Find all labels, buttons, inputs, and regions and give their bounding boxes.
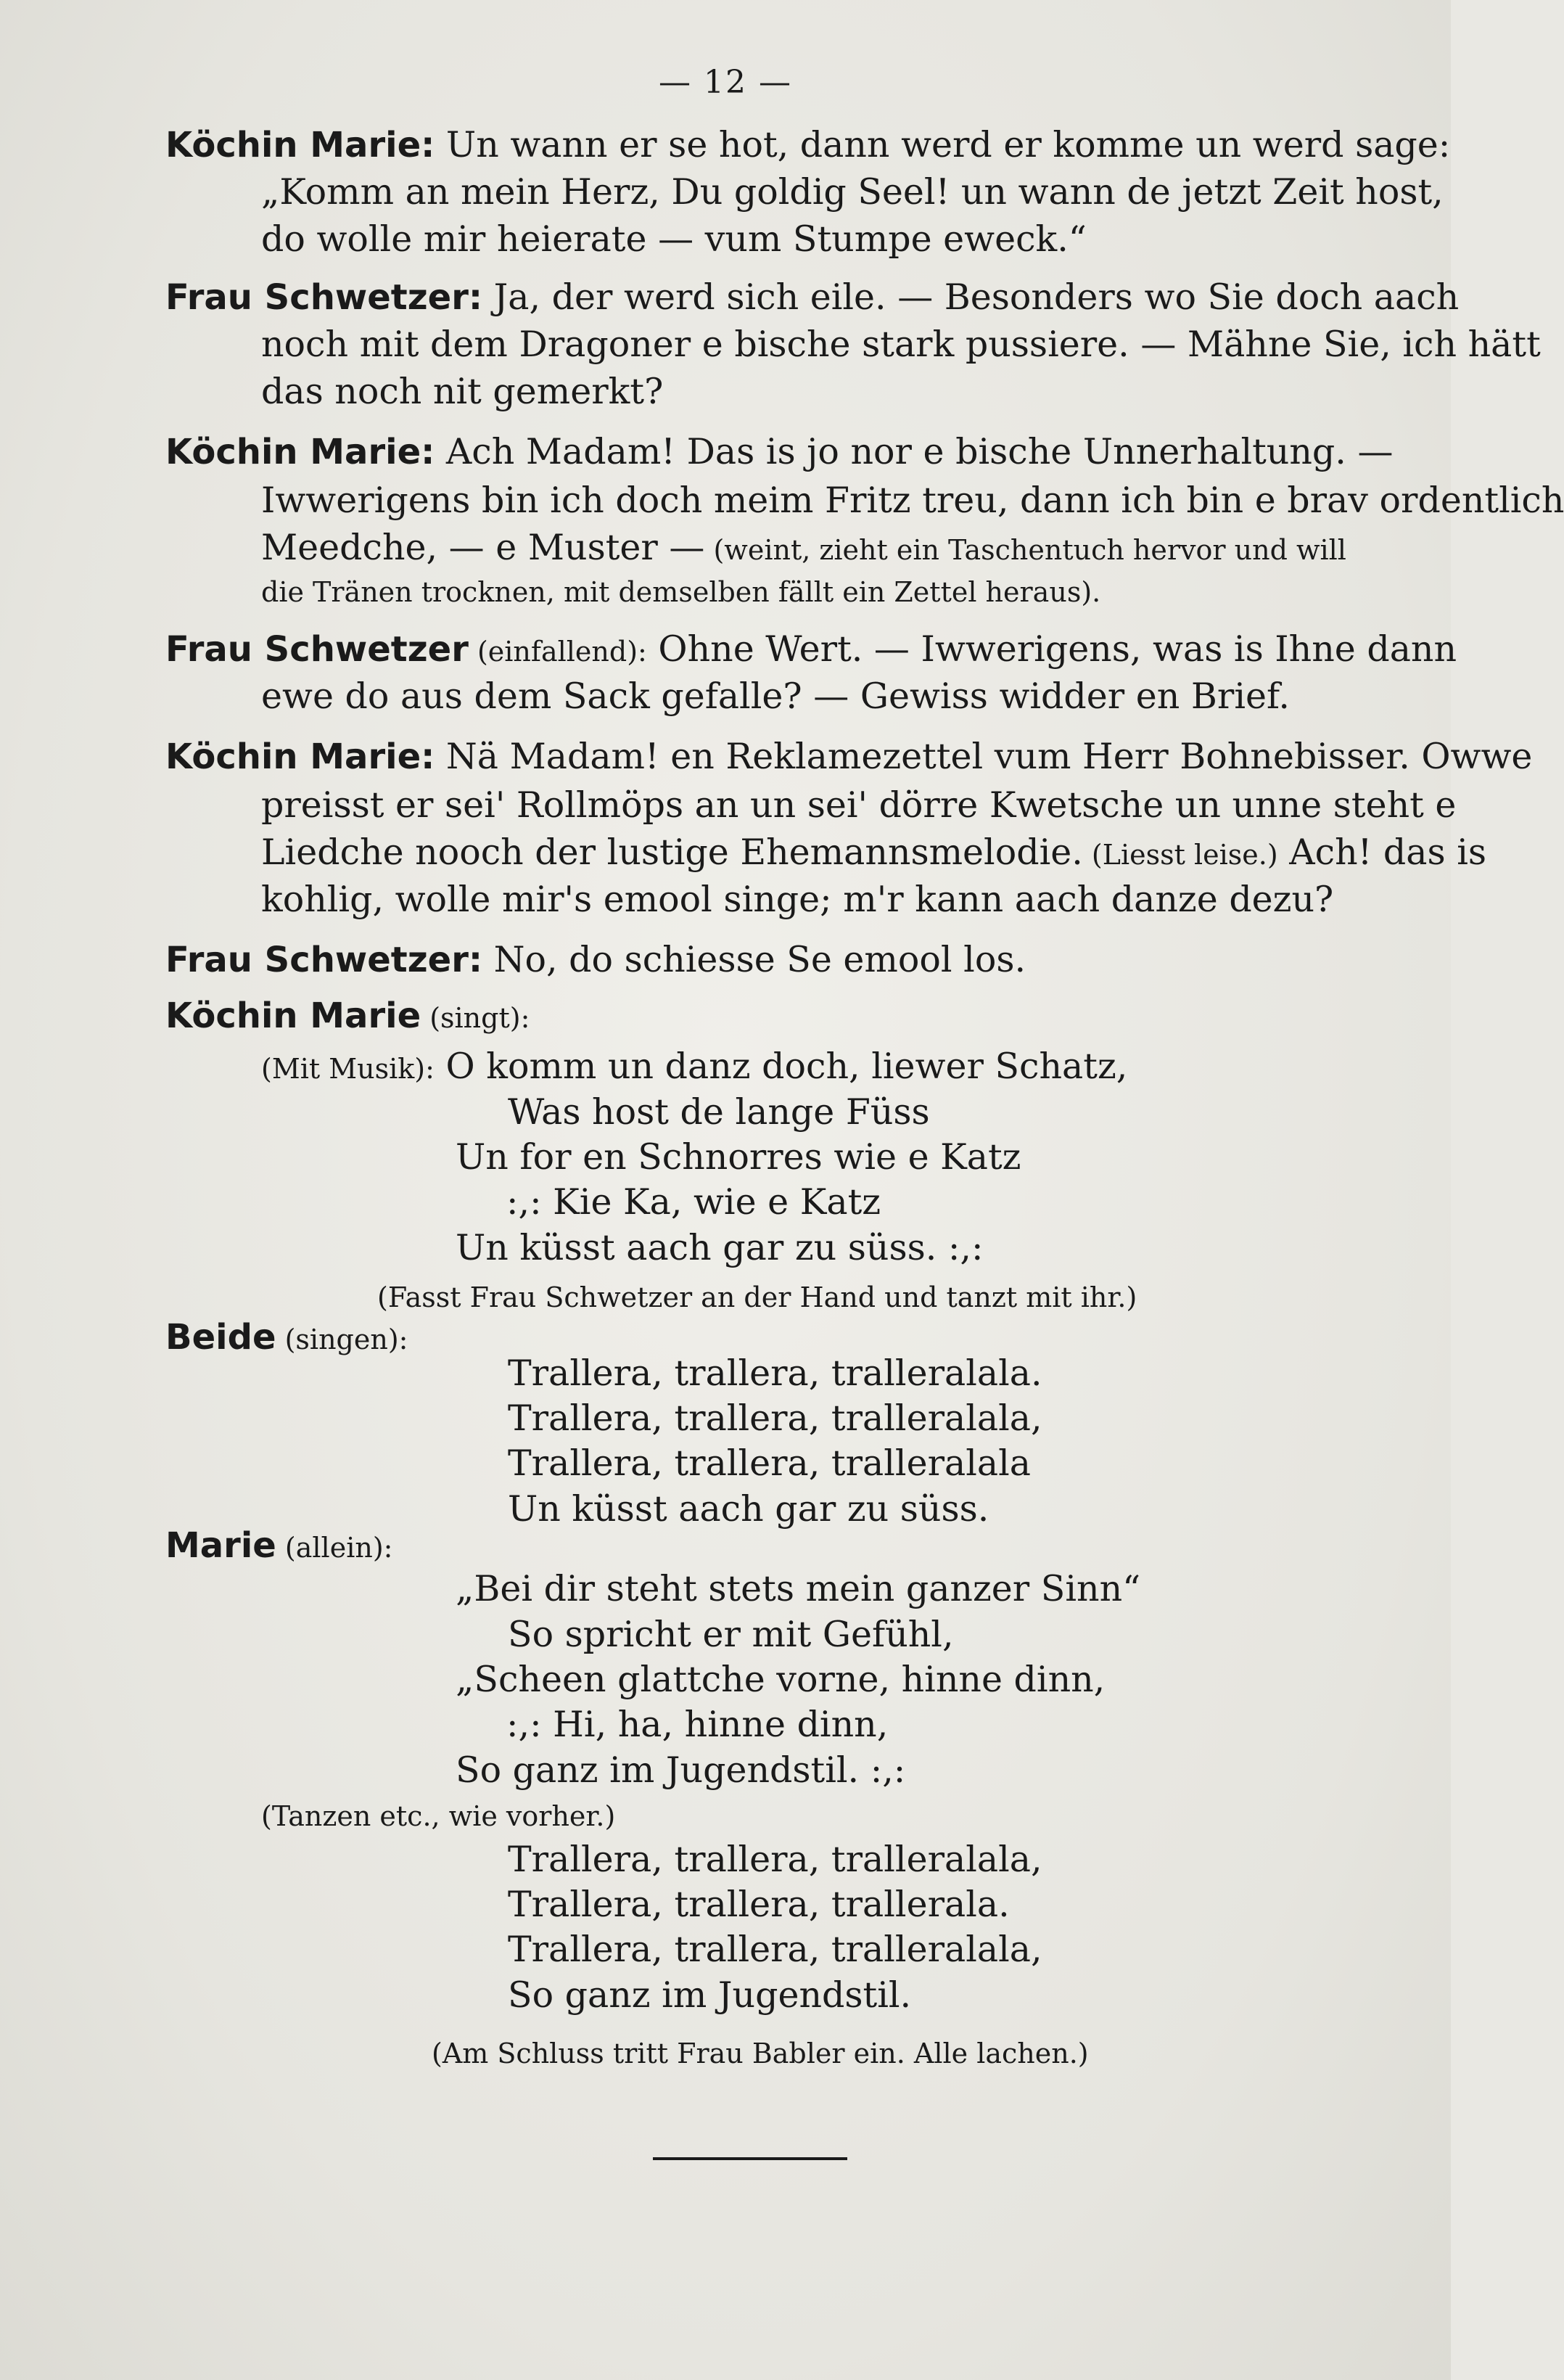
stage-direction: (singt):: [421, 1002, 530, 1034]
line-text: Ja, der werd sich eile. — Besonders wo Sie doch aach: [482, 276, 1460, 318]
speaker-name: Frau Schwetzer: [165, 629, 469, 670]
text-line: [261, 370, 663, 414]
text-line: [261, 675, 1290, 718]
speaker-name: Köchin Marie:: [165, 736, 435, 777]
text-line: [508, 1928, 1042, 1971]
line-text: Ach Madam! Das is jo nor e bische Unnerhaltung. —: [435, 431, 1394, 472]
text-line: [165, 938, 1026, 982]
line-text: Un for en Schnorres wie e Katz: [456, 1136, 1021, 1178]
text-line: [508, 1883, 1010, 1926]
stage-direction: (Am Schluss tritt Frau Babler ein. Alle lachen.): [432, 2038, 1089, 2069]
page-number: — 12 —: [659, 64, 792, 101]
stage-direction: (singen):: [276, 1324, 408, 1355]
text-line: [377, 1273, 1137, 1319]
line-text: Un küsst aach gar zu süss.: [508, 1488, 989, 1530]
text-line: [261, 568, 1100, 614]
text-line: [165, 430, 1393, 474]
line-text: kohlig, wolle mir's emool singe; m'r kann aach danze dezu?: [261, 879, 1334, 920]
text-line: [261, 831, 1486, 877]
line-text: Trallera, trallera, tralleralala,: [508, 1929, 1042, 1970]
text-line: [165, 276, 1459, 319]
speaker-name: Köchin Marie:: [165, 125, 435, 165]
line-text: Trallera, trallera, tralleralala,: [508, 1839, 1042, 1880]
stage-direction: (weint, zieht ein Taschentuch hervor und will: [704, 534, 1346, 566]
line-text: Nä Madam! en Reklamezettel vum Herr Bohnebisser. Owwe: [435, 736, 1533, 777]
line-text: :,: Hi, ha, hinne dinn,: [506, 1704, 889, 1745]
text-line: [261, 479, 1564, 522]
text-line: [165, 1524, 392, 1569]
stage-direction: (einfallend):: [468, 636, 647, 668]
line-text: „Bei dir steht stets mein ganzer Sinn“: [456, 1568, 1141, 1609]
text-line: [456, 1136, 1021, 1179]
line-text: Was host de lange Füss: [508, 1091, 930, 1133]
line-text: Ohne Wert. — Iwwerigens, was is Ihne dann: [646, 628, 1457, 670]
line-text: Meedche, — e Muster —: [261, 527, 705, 568]
line-text: preisst er sei' Rollmöps an un sei' dörre Kwetsche un unne steht e: [261, 784, 1457, 826]
text-line: [508, 1613, 954, 1657]
text-line: [165, 1316, 408, 1361]
stage-direction: die Tränen trocknen, mit demselben fällt ein Zettel heraus).: [261, 576, 1101, 608]
text-line: [508, 1488, 989, 1531]
text-line: [432, 2030, 1089, 2075]
line-text: do wolle mir heierate — vum Stumpe eweck.“: [261, 218, 1087, 260]
end-rule: [653, 2157, 847, 2160]
stage-direction: (Mit Musik):: [261, 1053, 435, 1085]
stage-direction: (Tanzen etc., wie vorher.): [261, 1800, 616, 1832]
line-text: So ganz im Jugendstil.: [508, 1974, 912, 2016]
speaker-name: Marie: [165, 1525, 276, 1566]
text-line: [261, 1792, 615, 1838]
text-line: [456, 1658, 1105, 1702]
text-line: [508, 1352, 1042, 1395]
text-line: [508, 1442, 1031, 1485]
speaker-name: Frau Schwetzer:: [165, 277, 483, 318]
speaker-name: Köchin Marie:: [165, 432, 435, 472]
stage-direction: (Liesst leise.): [1082, 839, 1278, 871]
speaker-name: Beide: [165, 1317, 276, 1358]
line-text: Trallera, trallera, tralleralala,: [508, 1398, 1042, 1439]
line-text: O komm un danz doch, liewer Schatz,: [434, 1046, 1128, 1087]
line-text: Un küsst aach gar zu süss. :,:: [456, 1227, 984, 1268]
text-line: [165, 123, 1450, 167]
text-line: [165, 628, 1457, 673]
speaker-name: Köchin Marie: [165, 996, 421, 1036]
text-line: [261, 878, 1333, 922]
line-text: „Scheen glattche vorne, hinne dinn,: [456, 1659, 1106, 1700]
line-text: „Komm an mein Herz, Du goldig Seel! un wann de jetzt Zeit host,: [261, 171, 1444, 213]
stage-direction: (Fasst Frau Schwetzer an der Hand und tanzt mit ihr.): [377, 1281, 1137, 1313]
line-text: Trallera, trallera, trallerala.: [508, 1884, 1010, 1925]
line-text: Un wann er se hot, dann werd er komme un werd sage:: [435, 124, 1451, 165]
line-text: das noch nit gemerkt?: [261, 371, 664, 412]
text-line: [508, 1091, 930, 1134]
text-line: [261, 1045, 1127, 1091]
text-line: [456, 1226, 984, 1270]
text-line: [261, 323, 1541, 366]
text-line: [261, 784, 1456, 827]
stage-direction: (allein):: [276, 1532, 393, 1564]
line-text: Liedche nooch der lustige Ehemannsmelodie.: [261, 832, 1083, 873]
text-line: [261, 526, 1346, 572]
text-line: [165, 994, 530, 1040]
text-line: [456, 1749, 905, 1792]
text-line: [261, 171, 1444, 214]
text-line: [508, 1397, 1042, 1440]
line-text: Trallera, trallera, tralleralala: [508, 1443, 1031, 1484]
line-text: :,: Kie Ka, wie e Katz: [506, 1181, 881, 1223]
line-text: So ganz im Jugendstil. :,:: [456, 1749, 906, 1791]
text-line: [506, 1703, 888, 1747]
line-text: No, do schiesse Se emool los.: [482, 939, 1026, 980]
line-text: So spricht er mit Gefühl,: [508, 1614, 954, 1655]
line-text: Iwwerigens bin ich doch meim Fritz treu, dann ich bin e brav ordentlich: [261, 480, 1564, 521]
speaker-name: Frau Schwetzer:: [165, 940, 483, 980]
line-text: Trallera, trallera, tralleralala.: [508, 1353, 1042, 1394]
text-line: [508, 1974, 911, 2017]
line-text: ewe do aus dem Sack gefalle? — Gewiss widder en Brief.: [261, 676, 1290, 717]
text-line: [261, 218, 1087, 261]
text-line: [506, 1181, 881, 1224]
line-text: Ach! das is: [1277, 832, 1487, 873]
text-line: [165, 735, 1532, 779]
text-line: [508, 1838, 1042, 1882]
text-line: [456, 1567, 1140, 1611]
line-text: noch mit dem Dragoner e bische stark pussiere. — Mähne Sie, ich hätt: [261, 324, 1541, 365]
